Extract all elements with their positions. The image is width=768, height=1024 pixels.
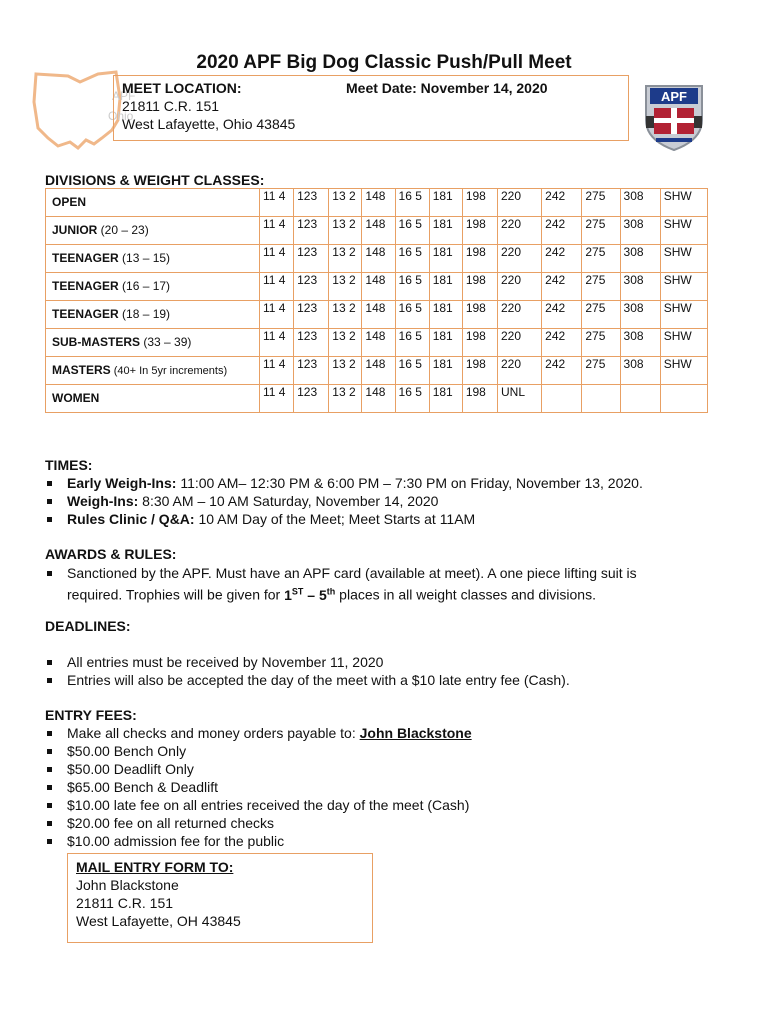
weight-class-cell: 275 xyxy=(582,245,620,273)
weight-class-cell: 13 2 xyxy=(329,385,362,413)
mail-name: John Blackstone xyxy=(76,877,179,893)
division-name: TEENAGER (13 – 15) xyxy=(46,245,260,273)
weight-class-cell: 275 xyxy=(582,189,620,217)
meet-info-box xyxy=(113,75,629,141)
division-row xyxy=(46,301,708,329)
page-title: 2020 APF Big Dog Classic Push/Pull Meet xyxy=(196,52,572,73)
division-row xyxy=(46,245,708,273)
weight-class-cell: 11 4 xyxy=(259,329,293,357)
division-name: TEENAGER (18 – 19) xyxy=(46,301,260,329)
weight-class-cell: SHW xyxy=(660,301,707,329)
weight-class-cell: UNL xyxy=(497,385,541,413)
weight-class-cell: 181 xyxy=(429,189,462,217)
entry-fees-heading: ENTRY FEES: xyxy=(45,707,137,723)
weight-class-cell: 242 xyxy=(542,329,582,357)
fee-item: $50.00 Bench Only xyxy=(45,742,745,760)
weight-class-cell: SHW xyxy=(660,189,707,217)
weight-class-cell: 123 xyxy=(294,329,329,357)
mail-address-line1: 21811 C.R. 151 xyxy=(76,895,174,911)
deadline-item: Entries will also be accepted the day of the meet with a $10 late entry fee (Cash). xyxy=(45,671,745,689)
payable-item: Make all checks and money orders payable to: John Blackstone xyxy=(45,724,745,742)
weight-class-cell: SHW xyxy=(660,357,707,385)
fee-item: $50.00 Deadlift Only xyxy=(45,760,745,778)
weight-class-cell: 220 xyxy=(497,245,541,273)
fee-item: $65.00 Bench & Deadlift xyxy=(45,778,745,796)
times-item: Rules Clinic / Q&A: 10 AM Day of the Meet; Meet Starts at 11AM xyxy=(45,510,745,528)
mail-address-line2: West Lafayette, OH 43845 xyxy=(76,913,241,929)
weight-class-cell: SHW xyxy=(660,245,707,273)
weight-class-cell: 181 xyxy=(429,217,462,245)
division-row xyxy=(46,385,708,413)
times-item: Weigh-Ins: 8:30 AM – 10 AM Saturday, November 14, 2020 xyxy=(45,492,745,510)
weight-class-cell: 198 xyxy=(462,273,497,301)
weight-class-cell: 123 xyxy=(294,245,329,273)
deadline-item: All entries must be received by November 11, 2020 xyxy=(45,653,745,671)
weight-class-cell: 11 4 xyxy=(259,357,293,385)
fee-item: $10.00 late fee on all entries received the day of the meet (Cash) xyxy=(45,796,745,814)
weight-class-cell: 148 xyxy=(362,385,395,413)
division-row xyxy=(46,217,708,245)
meet-date: Meet Date: November 14, 2020 xyxy=(346,80,548,96)
weight-class-cell: 181 xyxy=(429,273,462,301)
meet-location-label: MEET LOCATION: xyxy=(122,80,242,96)
weight-class-cell: 242 xyxy=(542,273,582,301)
weight-class-cell: 308 xyxy=(620,301,660,329)
times-heading: TIMES: xyxy=(45,457,93,473)
times-item: Early Weigh-Ins: 11:00 AM– 12:30 PM & 6:00 PM – 7:30 PM on Friday, November 13, 2020. xyxy=(45,474,745,492)
division-row xyxy=(46,273,708,301)
weight-class-cell: 181 xyxy=(429,301,462,329)
division-name: SUB-MASTERS (33 – 39) xyxy=(46,329,260,357)
division-row xyxy=(46,329,708,357)
weight-class-cell: 275 xyxy=(582,357,620,385)
awards-heading: AWARDS & RULES: xyxy=(45,546,177,562)
mail-entry-box xyxy=(67,853,373,943)
division-name: JUNIOR (20 – 23) xyxy=(46,217,260,245)
weight-class-cell: 308 xyxy=(620,217,660,245)
payable-name: John Blackstone xyxy=(359,725,472,741)
weight-class-cell: 13 2 xyxy=(329,357,362,385)
weight-class-cell: 308 xyxy=(620,273,660,301)
weight-class-cell: 220 xyxy=(497,357,541,385)
deadlines-heading: DEADLINES: xyxy=(45,618,131,634)
weight-class-cell: 123 xyxy=(294,385,329,413)
weight-class-cell: 275 xyxy=(582,273,620,301)
weight-class-cell: 275 xyxy=(582,217,620,245)
weight-class-cell: 198 xyxy=(462,385,497,413)
weight-class-cell: 148 xyxy=(362,329,395,357)
division-name: OPEN xyxy=(46,189,260,217)
times-list xyxy=(45,474,745,528)
weight-class-cell: 148 xyxy=(362,189,395,217)
deadlines-list xyxy=(45,653,745,689)
weight-class-cell: 198 xyxy=(462,301,497,329)
weight-class-cell: 16 5 xyxy=(395,189,429,217)
logo-text: APF xyxy=(661,89,687,104)
weight-class-cell: 13 2 xyxy=(329,301,362,329)
weight-class-cell: SHW xyxy=(660,217,707,245)
weight-class-cell: 123 xyxy=(294,357,329,385)
weight-class-cell: 148 xyxy=(362,245,395,273)
weight-class-cell: 198 xyxy=(462,329,497,357)
weight-class-cell: 13 2 xyxy=(329,245,362,273)
weight-class-cell: 11 4 xyxy=(259,245,293,273)
weight-class-cell: 242 xyxy=(542,301,582,329)
entry-fees-list xyxy=(45,724,745,850)
weight-class-cell: 220 xyxy=(497,217,541,245)
meet-address-line2: West Lafayette, Ohio 43845 xyxy=(122,116,296,132)
division-name: TEENAGER (16 – 17) xyxy=(46,273,260,301)
ohio-apf-text: APF xyxy=(112,89,136,103)
weight-class-cell: 123 xyxy=(294,301,329,329)
fee-item: $10.00 admission fee for the public xyxy=(45,832,745,850)
weight-class-cell: 148 xyxy=(362,217,395,245)
weight-class-cell: 308 xyxy=(620,357,660,385)
weight-class-cell: 242 xyxy=(542,217,582,245)
meet-address-line1: 21811 C.R. 151 xyxy=(122,98,220,114)
divisions-heading: DIVISIONS & WEIGHT CLASSES: xyxy=(45,172,265,188)
weight-class-cell: 181 xyxy=(429,385,462,413)
apf-logo xyxy=(640,78,708,152)
weight-class-cell: 220 xyxy=(497,301,541,329)
weight-class-cell: SHW xyxy=(660,329,707,357)
divisions-table xyxy=(45,188,708,413)
division-name: MASTERS (40+ In 5yr increments) xyxy=(46,357,260,385)
mail-heading: MAIL ENTRY FORM TO: xyxy=(76,859,234,875)
weight-class-cell: 13 2 xyxy=(329,273,362,301)
weight-class-cell: 11 4 xyxy=(259,301,293,329)
weight-class-cell: 16 5 xyxy=(395,273,429,301)
awards-list xyxy=(45,564,695,604)
weight-class-cell: 11 4 xyxy=(259,217,293,245)
weight-class-cell: 148 xyxy=(362,357,395,385)
division-row xyxy=(46,357,708,385)
weight-class-cell xyxy=(542,385,582,413)
fee-item: $20.00 fee on all returned checks xyxy=(45,814,745,832)
weight-class-cell: 16 5 xyxy=(395,301,429,329)
weight-class-cell: 16 5 xyxy=(395,329,429,357)
weight-class-cell: 123 xyxy=(294,217,329,245)
weight-class-cell: 275 xyxy=(582,301,620,329)
division-row xyxy=(46,189,708,217)
weight-class-cell: 220 xyxy=(497,329,541,357)
weight-class-cell: 198 xyxy=(462,217,497,245)
weight-class-cell: 16 5 xyxy=(395,217,429,245)
weight-class-cell: 198 xyxy=(462,357,497,385)
weight-class-cell: 11 4 xyxy=(259,273,293,301)
weight-class-cell: 13 2 xyxy=(329,217,362,245)
weight-class-cell: SHW xyxy=(660,273,707,301)
weight-class-cell: 220 xyxy=(497,273,541,301)
weight-class-cell: 198 xyxy=(462,189,497,217)
weight-class-cell: 16 5 xyxy=(395,245,429,273)
weight-class-cell: 16 5 xyxy=(395,357,429,385)
weight-class-cell: 220 xyxy=(497,189,541,217)
weight-class-cell: 308 xyxy=(620,329,660,357)
division-name: WOMEN xyxy=(46,385,260,413)
weight-class-cell: 13 2 xyxy=(329,189,362,217)
weight-class-cell xyxy=(660,385,707,413)
weight-class-cell: 181 xyxy=(429,329,462,357)
weight-class-cell: 242 xyxy=(542,245,582,273)
weight-class-cell: 13 2 xyxy=(329,329,362,357)
weight-class-cell: 308 xyxy=(620,245,660,273)
weight-class-cell: 123 xyxy=(294,189,329,217)
weight-class-cell: 275 xyxy=(582,329,620,357)
weight-class-cell: 148 xyxy=(362,301,395,329)
weight-class-cell: 11 4 xyxy=(259,385,293,413)
weight-class-cell xyxy=(582,385,620,413)
weight-class-cell xyxy=(620,385,660,413)
weight-class-cell: 148 xyxy=(362,273,395,301)
weight-class-cell: 11 4 xyxy=(259,189,293,217)
awards-item: Sanctioned by the APF. Must have an APF card (available at meet). A one piece lifting suit is required. Trophies will be given for 1ST – 5th places in all weight classes and divisions. xyxy=(45,564,695,604)
weight-class-cell: 16 5 xyxy=(395,385,429,413)
weight-class-cell: 181 xyxy=(429,357,462,385)
weight-class-cell: 123 xyxy=(294,273,329,301)
weight-class-cell: 198 xyxy=(462,245,497,273)
weight-class-cell: 242 xyxy=(542,357,582,385)
weight-class-cell: 242 xyxy=(542,189,582,217)
weight-class-cell: 181 xyxy=(429,245,462,273)
ohio-text: Ohio xyxy=(108,109,134,123)
weight-class-cell: 308 xyxy=(620,189,660,217)
